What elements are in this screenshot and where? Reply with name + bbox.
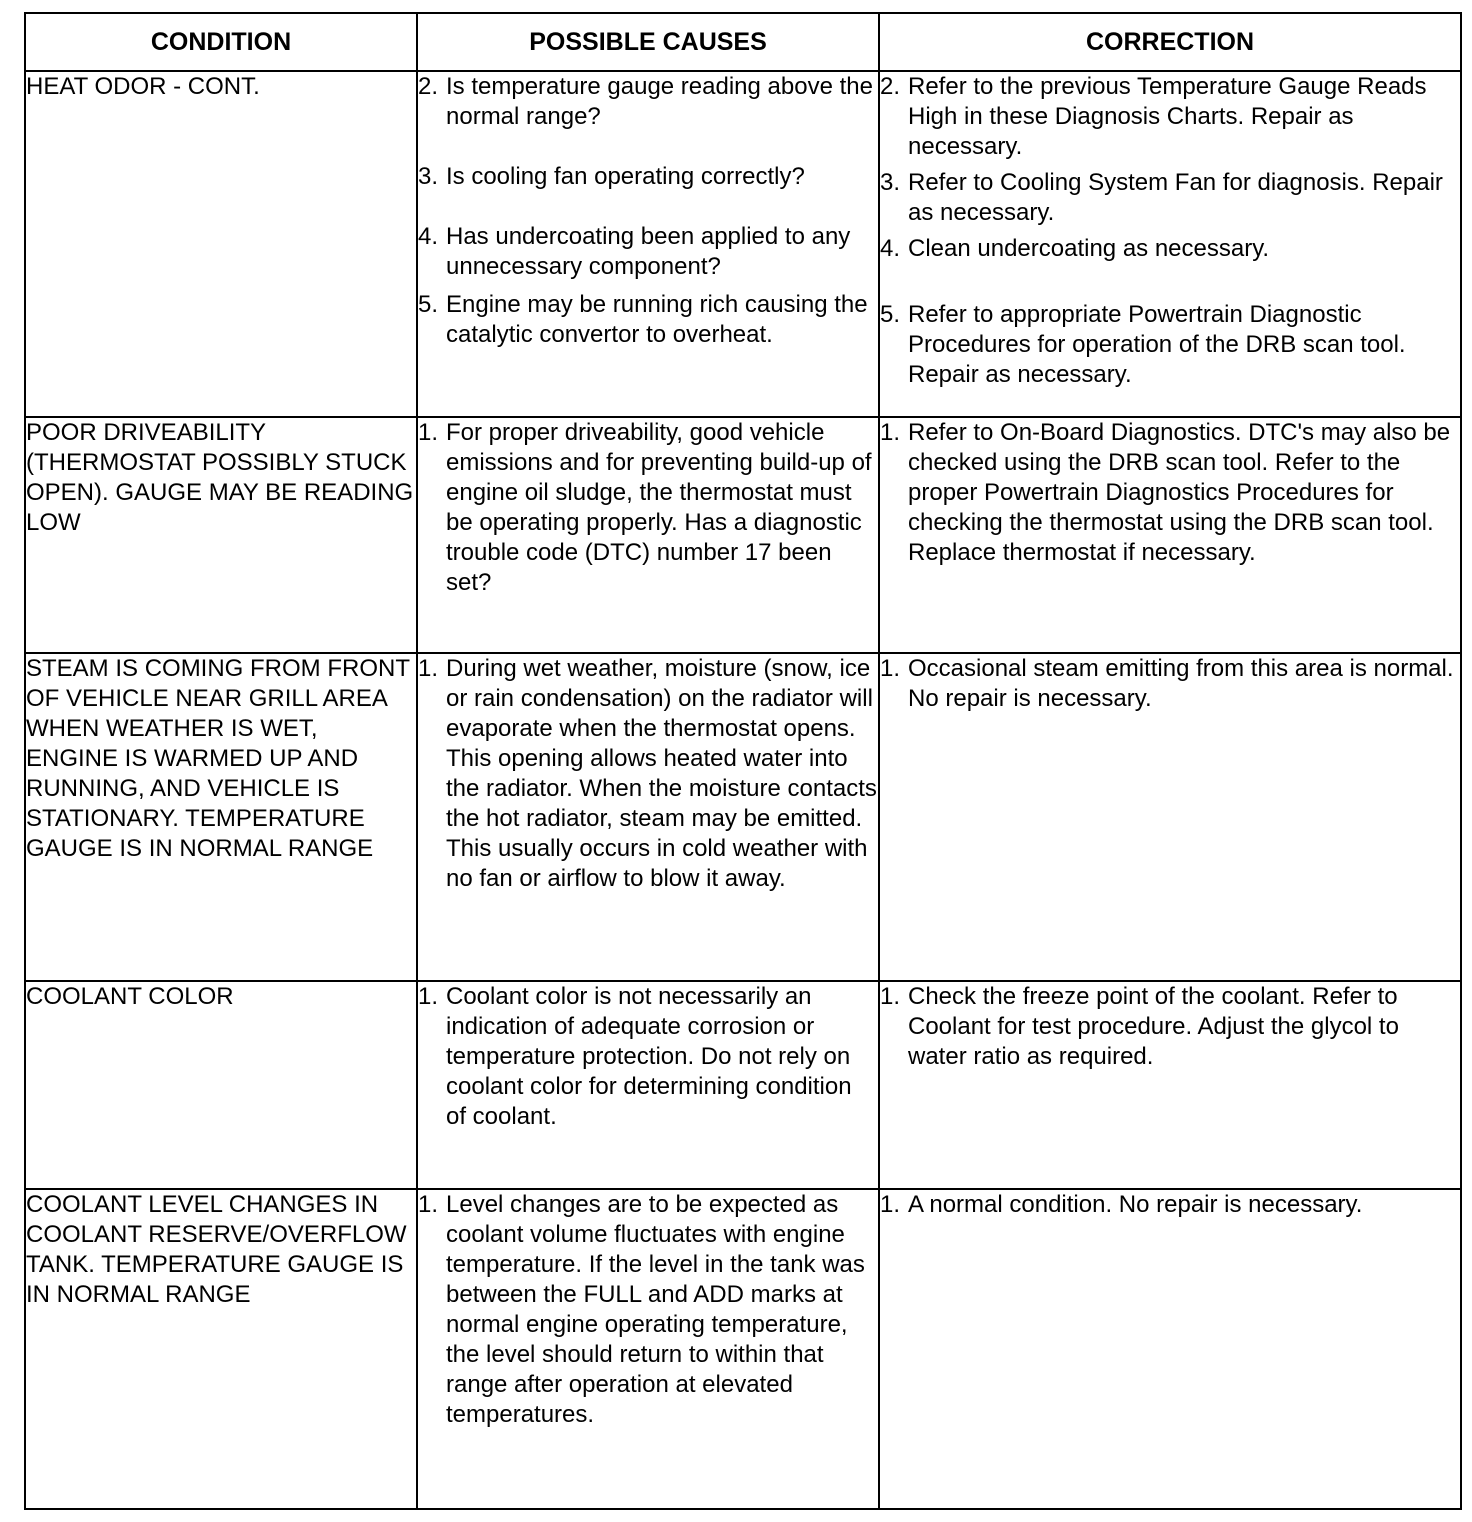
item-text: Level changes are to be expected as coolant volume fluctuates with engine temperature. If the level in the tank was between the FULL and ADD marks at normal engine operating temperature, the level should return to within that range after operation at elevated temperatures. xyxy=(446,1191,865,1428)
causes-cell xyxy=(417,417,879,653)
correction-cell xyxy=(879,71,1461,417)
condition-text: HEAT ODOR - CONT. xyxy=(26,73,260,100)
table-row xyxy=(25,417,1461,653)
condition-cell xyxy=(25,1189,417,1509)
table-row xyxy=(25,981,1461,1189)
item-text: Refer to the previous Temperature Gauge Reads High in these Diagnosis Charts. Repair as necessary. xyxy=(908,73,1427,160)
item-text: During wet weather, moisture (snow, ice or rain condensation) on the radiator will evaporate when the thermostat opens. This opening allows heated water into the radiator. When the moisture contacts the hot radiator, steam may be emitted. This usually occurs in cold weather with no fan or airflow to blow it away. xyxy=(446,655,877,892)
table-row xyxy=(25,1189,1461,1509)
list-item xyxy=(418,982,878,1132)
table-row xyxy=(25,653,1461,981)
list-item xyxy=(880,168,1460,228)
list-item xyxy=(418,72,878,132)
condition-text: COOLANT COLOR xyxy=(26,983,234,1010)
item-text: A normal condition. No repair is necessary. xyxy=(908,1191,1363,1218)
item-number: 4. xyxy=(418,223,439,250)
list-item xyxy=(418,1190,878,1430)
item-text: Clean undercoating as necessary. xyxy=(908,235,1270,262)
diagnosis-table xyxy=(24,12,1462,1510)
list-item xyxy=(880,654,1460,714)
list-item xyxy=(418,418,878,598)
item-text: Coolant color is not necessarily an indication of adequate corrosion or temperature protection. Do not rely on coolant color for determining condition of coolant. xyxy=(446,983,852,1130)
condition-text: COOLANT LEVEL CHANGES IN COOLANT RESERVE/OVERFLOW TANK. TEMPERATURE GAUGE IS IN NORMAL RANGE xyxy=(26,1191,407,1308)
item-text: Check the freeze point of the coolant. Refer to Coolant for test procedure. Adjust the glycol to water ratio as required. xyxy=(908,983,1399,1070)
item-number: 3. xyxy=(418,163,439,190)
item-number: 2. xyxy=(880,73,901,100)
item-text: Occasional steam emitting from this area is normal. No repair is necessary. xyxy=(908,655,1454,712)
list-item xyxy=(880,982,1460,1072)
header-row xyxy=(25,13,1461,71)
list-item xyxy=(880,418,1460,568)
item-text: Is cooling fan operating correctly? xyxy=(446,163,805,190)
causes-cell xyxy=(417,71,879,417)
list-item xyxy=(418,654,878,894)
item-text: Has undercoating been applied to any unnecessary component? xyxy=(446,223,851,280)
item-number: 1. xyxy=(880,419,901,446)
header-condition: CONDITION xyxy=(25,13,417,71)
causes-cell xyxy=(417,1189,879,1509)
correction-cell xyxy=(879,1189,1461,1509)
item-text: Engine may be running rich causing the catalytic convertor to overheat. xyxy=(446,291,868,348)
list-item xyxy=(418,290,878,350)
list-item xyxy=(880,300,1460,390)
table-row xyxy=(25,71,1461,417)
item-number: 1. xyxy=(418,419,439,446)
condition-cell xyxy=(25,417,417,653)
item-text: Refer to On-Board Diagnostics. DTC's may also be checked using the DRB scan tool. Refer to the proper Powertrain Diagnostics Procedures for checking the thermostat using the DRB scan tool. Replace thermostat if necessary. xyxy=(908,419,1451,566)
item-number: 5. xyxy=(880,301,901,328)
correction-cell xyxy=(879,981,1461,1189)
item-number: 2. xyxy=(418,73,439,100)
condition-text: STEAM IS COMING FROM FRONT OF VEHICLE NEAR GRILL AREA WHEN WEATHER IS WET, ENGINE IS WARMED UP AND RUNNING, AND VEHICLE IS STATIONARY. TEMPERATURE GAUGE IS IN NORMAL RANGE xyxy=(26,655,410,862)
causes-cell xyxy=(417,653,879,981)
item-text: Refer to appropriate Powertrain Diagnostic Procedures for operation of the DRB scan tool. Repair as necessary. xyxy=(908,301,1406,388)
list-item xyxy=(418,222,878,282)
correction-cell xyxy=(879,417,1461,653)
item-number: 1. xyxy=(880,655,901,682)
condition-text: POOR DRIVEABILITY (THERMOSTAT POSSIBLY STUCK OPEN). GAUGE MAY BE READING LOW xyxy=(26,419,414,536)
item-number: 1. xyxy=(880,1191,901,1218)
list-item xyxy=(880,1190,1460,1220)
item-text: Is temperature gauge reading above the normal range? xyxy=(446,73,873,130)
item-number: 4. xyxy=(880,235,901,262)
list-item xyxy=(418,162,878,192)
item-text: For proper driveability, good vehicle emissions and for preventing build-up of engine oil sludge, the thermostat must be operating properly. Has a diagnostic trouble code (DTC) number 17 been set? xyxy=(446,419,872,596)
item-number: 1. xyxy=(418,1191,439,1218)
list-item xyxy=(880,234,1460,264)
item-text: Refer to Cooling System Fan for diagnosis. Repair as necessary. xyxy=(908,169,1443,226)
item-number: 1. xyxy=(880,983,901,1010)
correction-cell xyxy=(879,653,1461,981)
item-number: 1. xyxy=(418,983,439,1010)
list-item xyxy=(880,72,1460,162)
condition-cell xyxy=(25,71,417,417)
condition-cell xyxy=(25,981,417,1189)
header-possible-causes: POSSIBLE CAUSES xyxy=(417,13,879,71)
causes-cell xyxy=(417,981,879,1189)
header-correction: CORRECTION xyxy=(879,13,1461,71)
item-number: 3. xyxy=(880,169,901,196)
item-number: 5. xyxy=(418,291,439,318)
condition-cell xyxy=(25,653,417,981)
item-number: 1. xyxy=(418,655,439,682)
